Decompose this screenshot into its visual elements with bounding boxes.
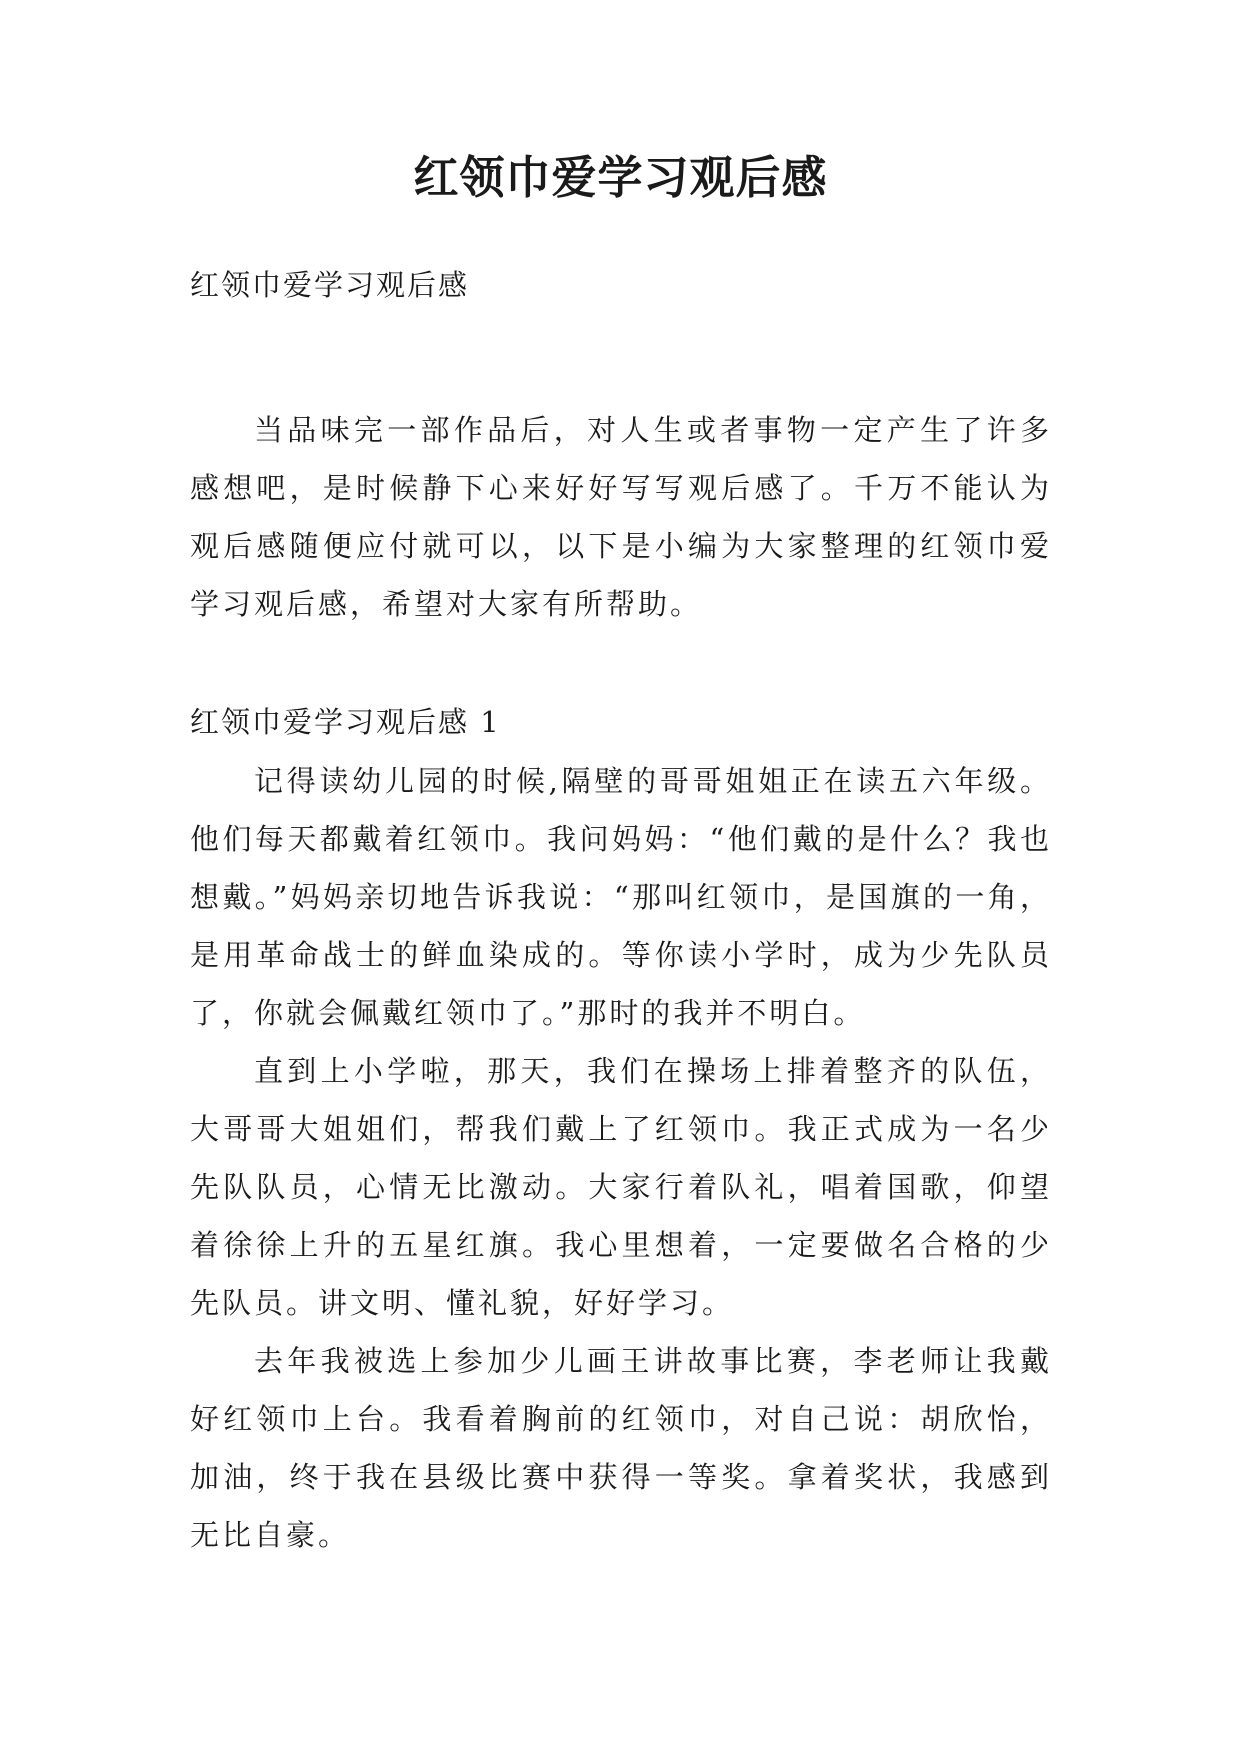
body-paragraph-3: 去年我被选上参加少儿画王讲故事比赛，李老师让我戴好红领巾上台。我看着胸前的红领巾，对自己说：胡欣怡，加油，终于我在县级比赛中获得一等奖。拿着奖状，我感到无比自豪。 — [190, 1344, 1052, 1552]
intro-paragraph: 当品味完一部作品后，对人生或者事物一定产生了许多感想吧，是时候静下心来好好写写观后感了。千万不能认为观后感随便应付就可以，以下是小编为大家整理的红领巾爱学习观后感，希望对大家有所帮助。 — [190, 413, 1052, 621]
body-paragraph-2: 直到上小学啦，那天，我们在操场上排着整齐的队伍，大哥哥大姐姐们，帮我们戴上了红领巾。我正式成为一名少先队队员，心情无比激动。大家行着队礼，唱着国歌，仰望着徐徐上升的五星红旗。我心里想着，一定要做名合格的少先队员。讲文明、懂礼貌，好好学习。 — [190, 1054, 1052, 1320]
intro-section — [190, 401, 1052, 633]
document-subtitle: 红领巾爱学习观后感 — [190, 268, 470, 302]
section-heading: 红领巾爱学习观后感 1 — [190, 705, 501, 739]
section-body — [190, 752, 1052, 1564]
document-title: 红领巾爱学习观后感 — [413, 151, 828, 204]
body-paragraph-1: 记得读幼儿园的时候,隔壁的哥哥姐姐正在读五六年级。他们每天都戴着红领巾。我问妈妈：“他们戴的是什么？我也想戴。”妈妈亲切地告诉我说：“那叫红领巾，是国旗的一角，是用革命战士的鲜血染成的。等你读小学时，成为少先队员了，你就会佩戴红领巾了。”那时的我并不明白。 — [190, 764, 1052, 1030]
